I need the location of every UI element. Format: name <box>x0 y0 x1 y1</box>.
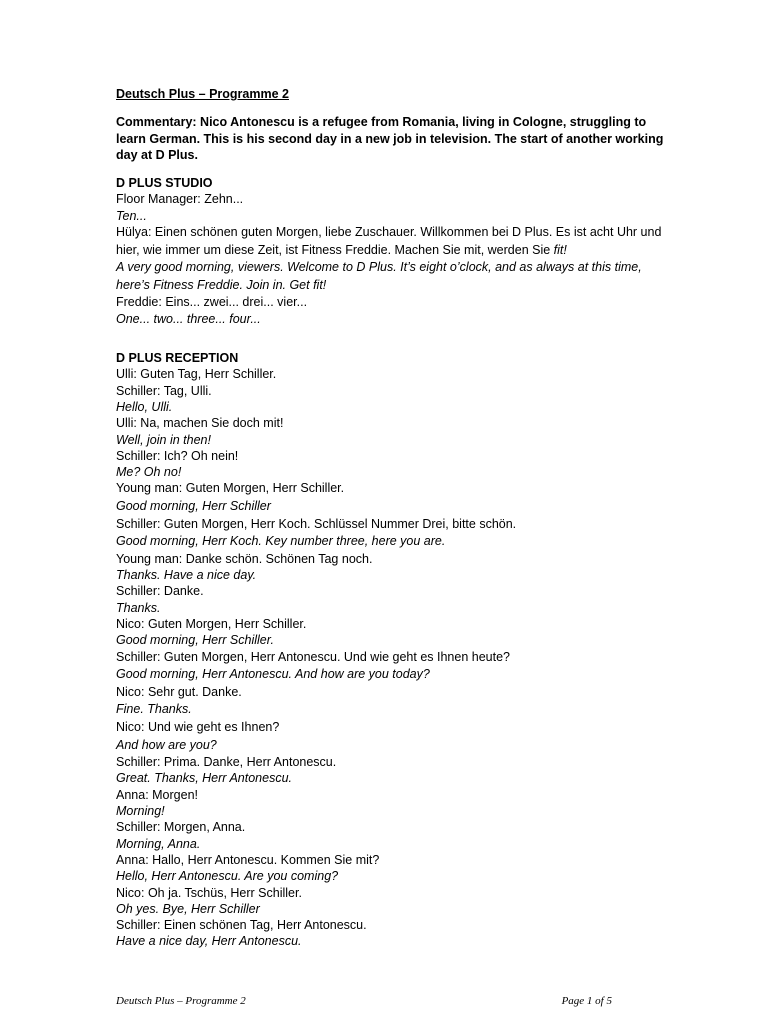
page-footer <box>116 995 612 1007</box>
dialogue-line: Schiller: Guten Morgen, Herr Antonescu. Und wie geht es Ihnen heute? <box>116 649 510 664</box>
translation-line: Good morning, Herr Schiller. <box>116 633 274 648</box>
dialogue-text: Hülya: Einen schönen guten Morgen, liebe Zuschauer. Willkommen bei D Plus. Es ist acht Uhr und hier, wie immer um diese Zeit, ist Fitness Freddie. Machen Sie mit, werden Sie <box>116 225 662 257</box>
translation-line: Oh yes. Bye, Herr Schiller <box>116 901 260 916</box>
dialogue-line: Ulli: Guten Tag, Herr Schiller. <box>116 367 277 382</box>
translation-line: Good morning, Herr Antonescu. And how are you today? <box>116 667 430 682</box>
dialogue-line: Floor Manager: Zehn... <box>116 192 244 207</box>
dialogue-line: Schiller: Guten Morgen, Herr Koch. Schlüssel Nummer Drei, bitte schön. <box>116 516 517 531</box>
document-title: Deutsch Plus – Programme 2 <box>116 87 289 101</box>
dialogue-line: Nico: Guten Morgen, Herr Schiller. <box>116 616 307 631</box>
translation-line: A very good morning, viewers. Welcome to D Plus. It’s eight o’clock, and as always at this time, here’s Fitness Freddie. Join in. Get fit! <box>116 260 642 292</box>
translation-line: Good morning, Herr Koch. Key number three, here you are. <box>116 534 446 549</box>
document-body <box>116 86 676 950</box>
dialogue-line <box>116 224 676 259</box>
dialogue-line: Freddie: Eins... zwei... drei... vier... <box>116 295 308 310</box>
translation-line: Hello, Herr Antonescu. Are you coming? <box>116 869 339 884</box>
translation-line: Thanks. Have a nice day. <box>116 568 257 583</box>
translation-line: Have a nice day, Herr Antonescu. <box>116 934 302 949</box>
translation-line: Thanks. <box>116 600 161 615</box>
translation-line: Hello, Ulli. <box>116 399 173 414</box>
dialogue-line: Schiller: Danke. <box>116 584 204 599</box>
commentary-paragraph: Commentary: Nico Antonescu is a refugee from Romania, living in Cologne, struggling to learn German. This is his second day in a new job in television. The start of another working day at D Plus. <box>116 115 664 162</box>
translation-line: Morning, Anna. <box>116 836 201 851</box>
translation-line: Me? Oh no! <box>116 465 182 480</box>
dialogue-line: Schiller: Prima. Danke, Herr Antonescu. <box>116 755 337 770</box>
translation-line: Great. Thanks, Herr Antonescu. <box>116 771 293 786</box>
dialogue-line: Young man: Danke schön. Schönen Tag noch. <box>116 551 373 566</box>
dialogue-line: Schiller: Morgen, Anna. <box>116 820 246 835</box>
translation-line: And how are you? <box>116 737 217 752</box>
translation-line: Fine. Thanks. <box>116 702 192 717</box>
dialogue-line: Schiller: Einen schönen Tag, Herr Antonescu. <box>116 918 367 933</box>
dialogue-line: Ulli: Na, machen Sie doch mit! <box>116 416 284 431</box>
dialogue-line: Nico: Sehr gut. Danke. <box>116 684 242 699</box>
translation-line: One... two... three... four... <box>116 311 261 326</box>
section-spacer <box>116 327 676 350</box>
translation-line: Good morning, Herr Schiller <box>116 499 271 514</box>
translation-line: Ten... <box>116 208 147 223</box>
dialogue-line: Anna: Hallo, Herr Antonescu. Kommen Sie mit? <box>116 852 380 867</box>
dialogue-line: Schiller: Tag, Ulli. <box>116 383 212 398</box>
footer-page-number: Page 1 of 5 <box>561 995 612 1007</box>
dialogue-line: Young man: Guten Morgen, Herr Schiller. <box>116 481 345 496</box>
translation-line: Well, join in then! <box>116 432 211 447</box>
dialogue-line: Nico: Oh ja. Tschüs, Herr Schiller. <box>116 885 302 900</box>
dialogue-line: Schiller: Ich? Oh nein! <box>116 448 239 463</box>
dialogue-line: Anna: Morgen! <box>116 787 198 802</box>
section-heading-studio: D PLUS STUDIO <box>116 176 213 191</box>
dialogue-italic-word: fit! <box>553 242 567 257</box>
footer-document-title: Deutsch Plus – Programme 2 <box>116 995 246 1007</box>
dialogue-line: Nico: Und wie geht es Ihnen? <box>116 719 280 734</box>
section-heading-reception: D PLUS RECEPTION <box>116 351 239 366</box>
translation-line: Morning! <box>116 804 165 819</box>
